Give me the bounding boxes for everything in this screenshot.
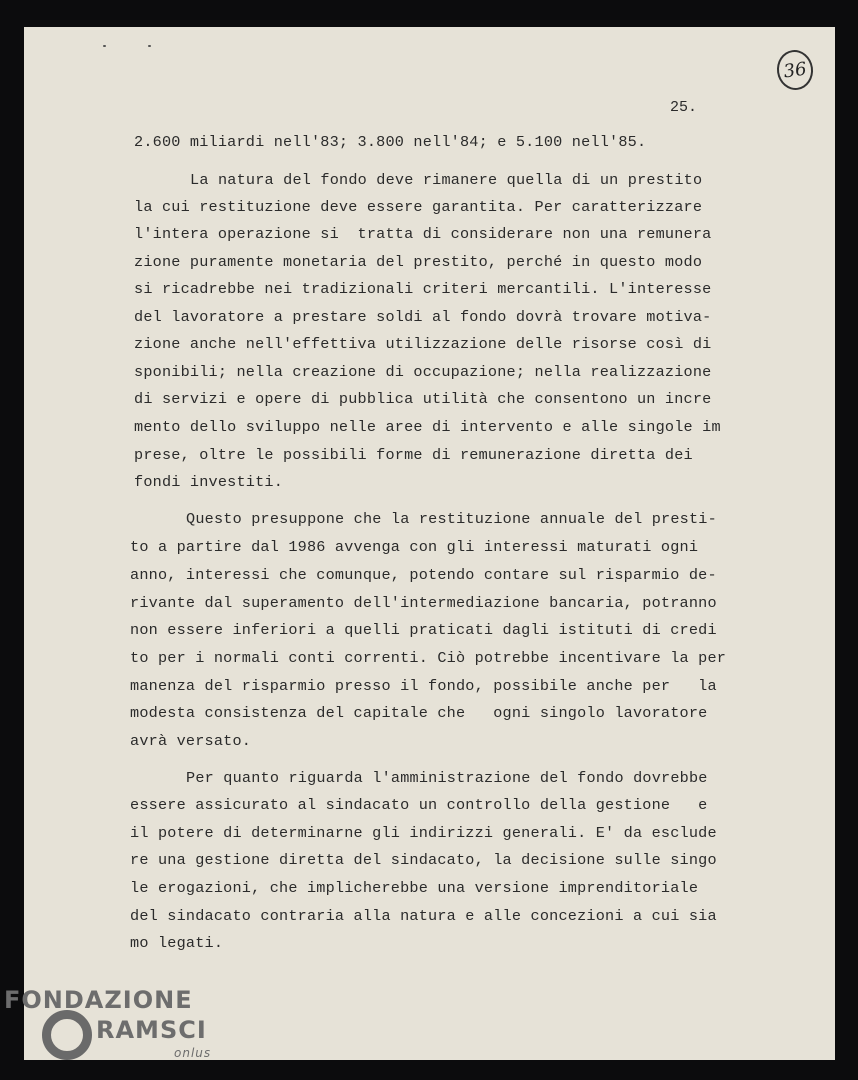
paper-speck [148,45,151,47]
logo-text-gramsci: RAMSCI [96,1016,207,1044]
text-line: mento dello sviluppo nelle aree di intervento e alle singole im [134,418,721,436]
logo-text-onlus: onlus [174,1046,212,1060]
text-line: la cui restituzione deve essere garantita. Per caratterizzare [134,198,703,216]
text-line: non essere inferiori a quelli praticati dagli istituti di credi [130,621,717,639]
text-line: Per quanto riguarda l'amministrazione del fondo dovrebbe [186,769,708,787]
text-line: avrà versato. [130,732,252,750]
text-line: manenza del risparmio presso il fondo, possibile anche per la [130,677,717,695]
archive-stamp: 36 [774,48,815,93]
text-line: di servizi e opere di pubblica utilità che consentono un incre [134,390,712,408]
text-line: sponibili; nella creazione di occupazione; nella realizzazione [134,363,712,381]
text-line: 2.600 miliardi nell'83; 3.800 nell'84; e 5.100 nell'85. [134,133,647,151]
logo-g-icon [42,1010,92,1060]
text-line: il potere di determinarne gli indirizzi generali. E' da esclude [130,824,717,842]
text-line: to a partire dal 1986 avvenga con gli interessi maturati ogni [130,538,699,556]
text-line: zione puramente monetaria del prestito, perché in questo modo [134,253,703,271]
text-line: essere assicurato al sindacato un controllo della gestione e [130,796,708,814]
text-line: del lavoratore a prestare soldi al fondo dovrà trovare motiva- [134,308,712,326]
logo-text-fondazione: FONDAZIONE [4,986,193,1014]
text-line: La natura del fondo deve rimanere quella di un prestito [190,171,703,189]
text-line: fondi investiti. [134,473,284,491]
text-line: le erogazioni, che implicherebbe una versione imprenditoriale [130,879,699,897]
text-line: modesta consistenza del capitale che ogni singolo lavoratore [130,704,708,722]
text-line: l'intera operazione si tratta di considerare non una remunera [134,225,712,243]
text-line: si ricadrebbe nei tradizionali criteri mercantili. L'interesse [134,280,712,298]
page-number: 25. [670,99,698,116]
text-line: re una gestione diretta del sindacato, la decisione sulle singo [130,851,717,869]
text-line: prese, oltre le possibili forme di remunerazione diretta dei [134,446,693,464]
text-line: to per i normali conti correnti. Ciò potrebbe incentivare la per [130,649,727,667]
fondazione-gramsci-logo [4,986,219,1076]
text-line: rivante dal superamento dell'intermediazione bancaria, potranno [130,594,717,612]
text-line: Questo presuppone che la restituzione annuale del presti- [186,510,717,528]
paper-speck [103,45,106,47]
text-line: del sindacato contraria alla natura e alle concezioni a cui sia [130,907,717,925]
text-line: mo legati. [130,934,224,952]
text-line: zione anche nell'effettiva utilizzazione delle risorse così di [134,335,712,353]
text-line: anno, interessi che comunque, potendo contare sul risparmio de- [130,566,717,584]
